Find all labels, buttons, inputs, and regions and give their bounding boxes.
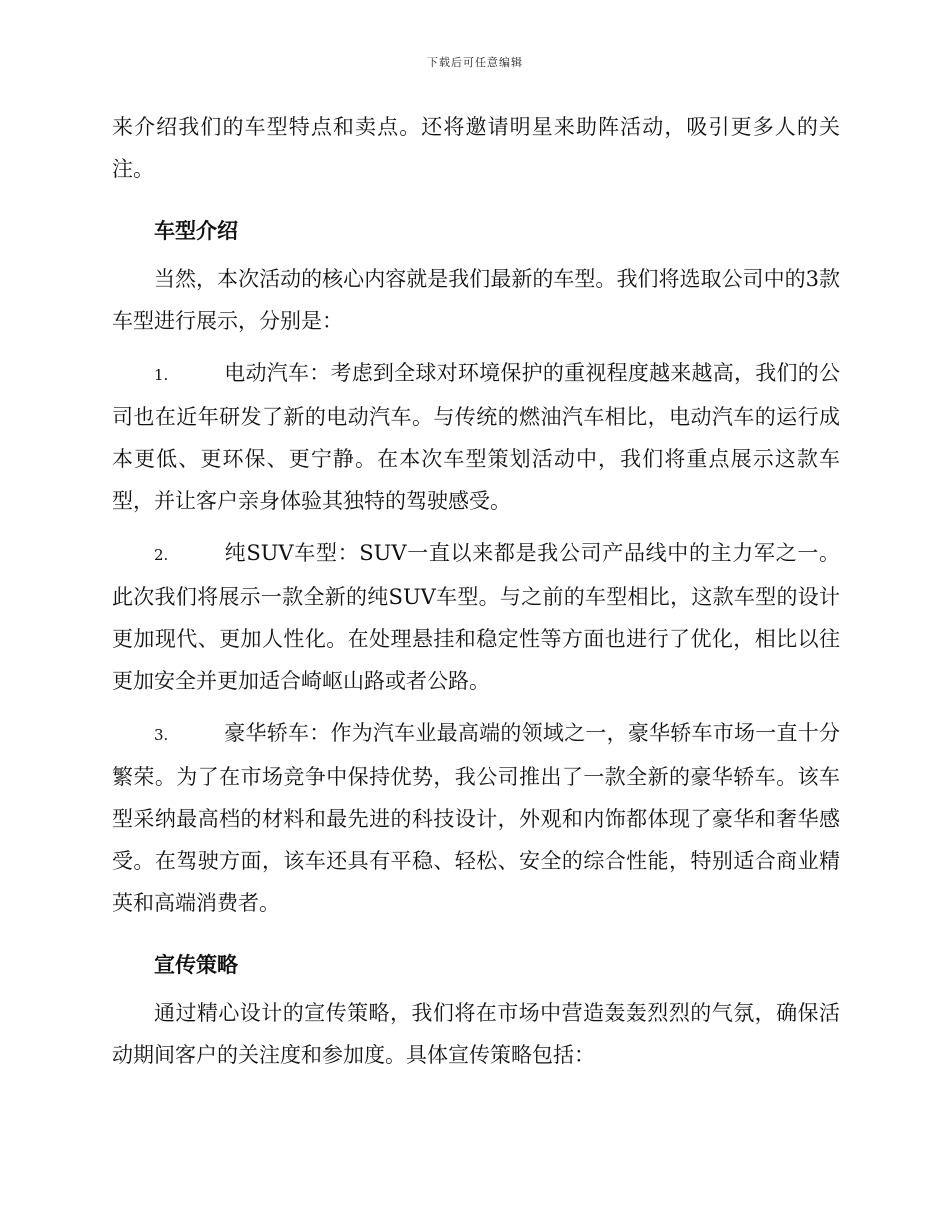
list-item — [112, 532, 840, 702]
section-heading-vehicle-intro: 车型介绍 — [154, 218, 238, 243]
page-header-note: 下载后可任意编辑 — [427, 56, 523, 69]
section-lead-vehicle-intro: 当然，本次活动的核心内容就是我们最新的车型。我们将选取公司中的3款车型进行展示，分别是： — [112, 267, 840, 333]
list-item-number: 1. — [154, 366, 169, 384]
list-item-text: 电动汽车：考虑到全球对环境保护的重视程度越来越高，我们的公司也在近年研发了新的电动汽车。与传统的燃油汽车相比，电动汽车的运行成本更低、更环保、更宁静。在本次车型策划活动中，我们将重点展示这款车型，并让客户亲身体验其独特的驾驶感受。 — [112, 361, 840, 513]
document-body — [112, 106, 840, 1076]
list-item — [112, 352, 840, 522]
list-item-text: 纯SUV车型：SUV一直以来都是我公司产品线中的主力军之一。此次我们将展示一款全新的纯SUV车型。与之前的车型相比，这款车型的设计更加现代、更加人性化。在处理悬挂和稳定性等方面也进行了优化，相比以往更加安全并更加适合崎岖山路或者公路。 — [112, 541, 840, 693]
intro-paragraph: 来介绍我们的车型特点和卖点。还将邀请明星来助阵活动，吸引更多人的关注。 — [112, 115, 840, 181]
list-item-number: 2. — [154, 546, 169, 564]
list-item — [112, 712, 840, 924]
section-heading-promotion: 宣传策略 — [154, 952, 238, 977]
spacer — [112, 924, 840, 934]
list-item-number: 3. — [154, 726, 169, 744]
section-lead-promotion: 通过精心设计的宣传策略，我们将在市场中营造轰轰烈烈的气氛，确保活动期间客户的关注度和参加度。具体宣传策略包括： — [112, 1001, 840, 1067]
list-item-text: 豪华轿车：作为汽车业最高端的领域之一，豪华轿车市场一直十分繁荣。为了在市场竞争中保持优势，我公司推出了一款全新的豪华轿车。该车型采纳最高档的材料和最先进的科技设计，外观和内饰都体现了豪华和奢华感受。在驾驶方面，该车还具有平稳、轻松、安全的综合性能，特别适合商业精英和高端消费者。 — [112, 721, 840, 915]
spacer — [112, 190, 840, 200]
